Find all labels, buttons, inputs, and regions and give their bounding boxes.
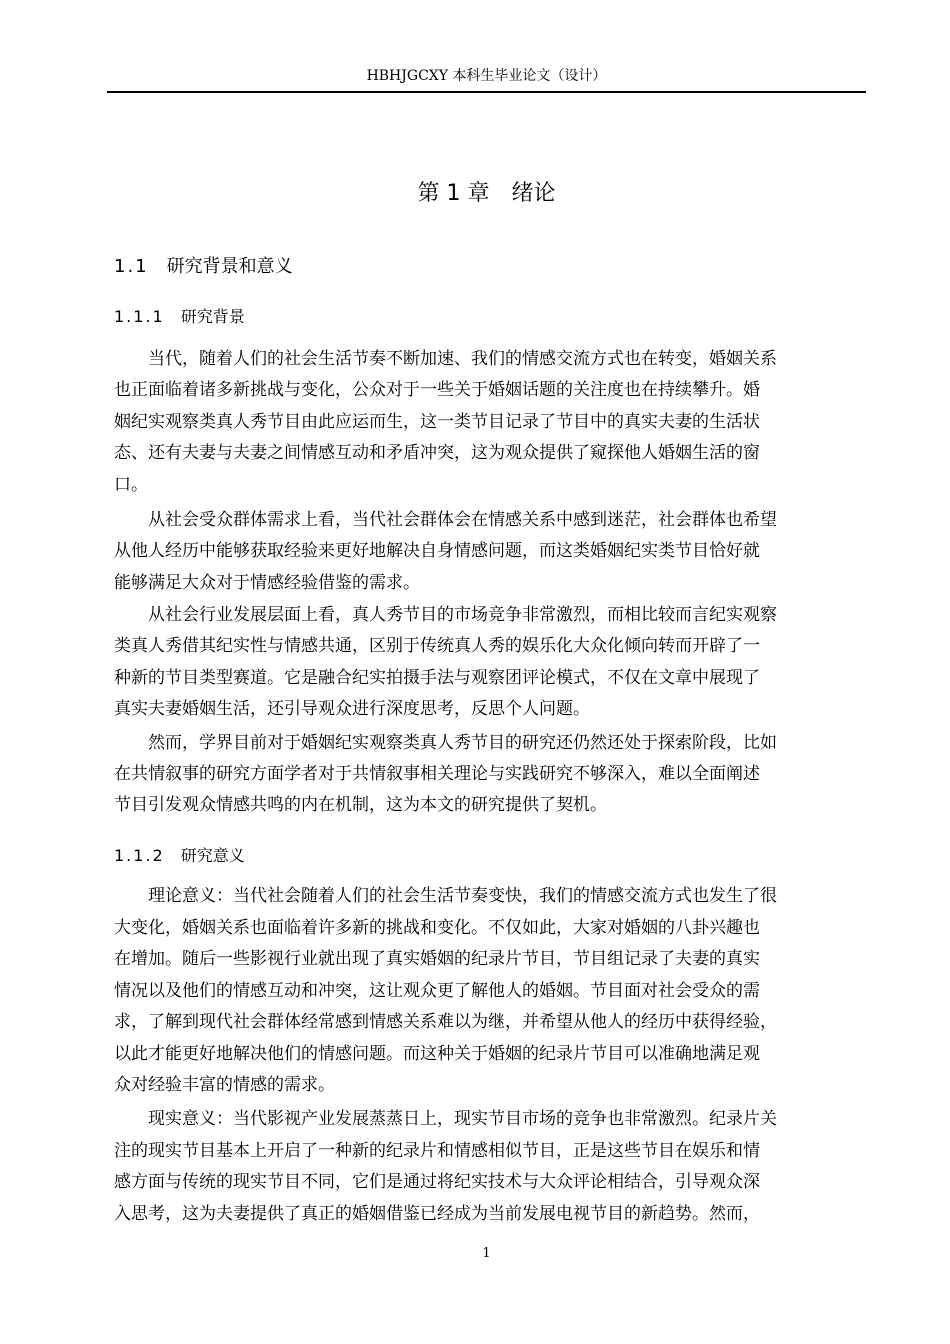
section-title: 研究背景和意义 bbox=[166, 256, 293, 277]
subsection-title: 研究意义 bbox=[180, 846, 245, 865]
page-number: 1 bbox=[482, 1246, 491, 1261]
paragraph-line: 感方面与传统的现实节目不同，它们是通过将纪实技术与大众评论相结合，引导观众深 bbox=[114, 1172, 760, 1192]
paragraph-line: 在增加。随后一些影视行业就出现了真实婚姻的纪录片节目，节目组记录了夫妻的真实 bbox=[114, 949, 760, 969]
paragraph-line: 理论意义：当代社会随着人们的社会生活节奏变快，我们的情感交流方式也发生了很 bbox=[148, 886, 777, 906]
subsection-number: 1.1.2 bbox=[114, 846, 165, 865]
subsection-heading-1-1-2 bbox=[114, 844, 245, 868]
paragraph-line: 从社会行业发展层面上看，真人秀节目的市场竞争非常激烈，而相比较而言纪实观察 bbox=[148, 605, 777, 625]
paragraph-line: 现实意义：当代影视产业发展蒸蒸日上，现实节目市场的竞争也非常激烈。纪录片关 bbox=[148, 1109, 777, 1129]
paragraph-line: 入思考，这为夫妻提供了真正的婚姻借鉴已经成为当前发展电视节目的新趋势。然而， bbox=[114, 1204, 760, 1224]
paragraph-line: 求，了解到现代社会群体经常感到情感关系难以为继，并希望从他人的经历中获得经验， bbox=[114, 1012, 777, 1032]
section-heading-1-1 bbox=[114, 254, 293, 280]
paragraph-line: 从他人经历中能够获取经验来更好地解决自身情感问题，而这类婚姻纪实类节目恰好就 bbox=[114, 541, 760, 561]
subsection-title: 研究背景 bbox=[180, 307, 245, 326]
paragraph-line: 在共情叙事的研究方面学者对于共情叙事相关理论与实践研究不够深入，难以全面阐述 bbox=[114, 764, 760, 784]
paragraph-line: 注的现实节目基本上开启了一种新的纪录片和情感相似节目，正是这些节目在娱乐和情 bbox=[114, 1141, 760, 1161]
paragraph-line: 众对经验丰富的情感的需求。 bbox=[114, 1075, 335, 1095]
subsection-number: 1.1.1 bbox=[114, 307, 165, 326]
paragraph-line: 态、还有夫妻与夫妻之间情感互动和矛盾冲突，这为观众提供了窥探他人婚姻生活的窗 bbox=[114, 443, 760, 463]
paragraph-line: 也正面临着诸多新挑战与变化，公众对于一些关于婚姻话题的关注度也在持续攀升。婚 bbox=[114, 380, 760, 400]
paragraph-line: 姻纪实观察类真人秀节目由此应运而生，这一类节目记录了节目中的真实夫妻的生活状 bbox=[114, 412, 760, 432]
chapter-title: 第 1 章 绪论 bbox=[417, 181, 556, 206]
paragraph-line: 情况以及他们的情感互动和冲突，这让观众更了解他人的婚姻。节目面对社会受众的需 bbox=[114, 981, 760, 1001]
paragraph-line: 从社会受众群体需求上看，当代社会群体会在情感关系中感到迷茫，社会群体也希望 bbox=[148, 510, 777, 530]
paragraph-line: 然而，学界目前对于婚姻纪实观察类真人秀节目的研究还仍然还处于探索阶段，比如 bbox=[148, 733, 777, 753]
paragraph-line: 能够满足大众对于情感经验借鉴的需求。 bbox=[114, 573, 420, 593]
paragraph-line: 种新的节目类型赛道。它是融合纪实拍摄手法与观察团评论模式，不仅在文章中展现了 bbox=[114, 668, 760, 688]
paragraph-line: 真实夫妻婚姻生活，还引导观众进行深度思考，反思个人问题。 bbox=[114, 699, 590, 719]
paragraph-line: 节目引发观众情感共鸣的内在机制，这为本文的研究提供了契机。 bbox=[114, 795, 607, 815]
paragraph-line: 大变化，婚姻关系也面临着许多新的挑战和变化。不仅如此，大家对婚姻的八卦兴趣也 bbox=[114, 918, 760, 938]
header-rule bbox=[107, 91, 866, 93]
subsection-heading-1-1-1 bbox=[114, 305, 245, 329]
paragraph-line: 以此才能更好地解决他们的情感问题。而这种关于婚姻的纪录片节目可以准确地满足观 bbox=[114, 1044, 760, 1064]
section-number: 1.1 bbox=[114, 256, 149, 277]
paragraph-line: 口。 bbox=[114, 475, 148, 495]
running-header: HBHJGCXY 本科生毕业论文（设计） bbox=[366, 68, 607, 84]
paragraph-line: 类真人秀借其纪实性与情感共通，区别于传统真人秀的娱乐化大众化倾向转而开辟了一 bbox=[114, 636, 760, 656]
paragraph-line: 当代，随着人们的社会生活节奏不断加速、我们的情感交流方式也在转变，婚姻关系 bbox=[148, 349, 777, 369]
